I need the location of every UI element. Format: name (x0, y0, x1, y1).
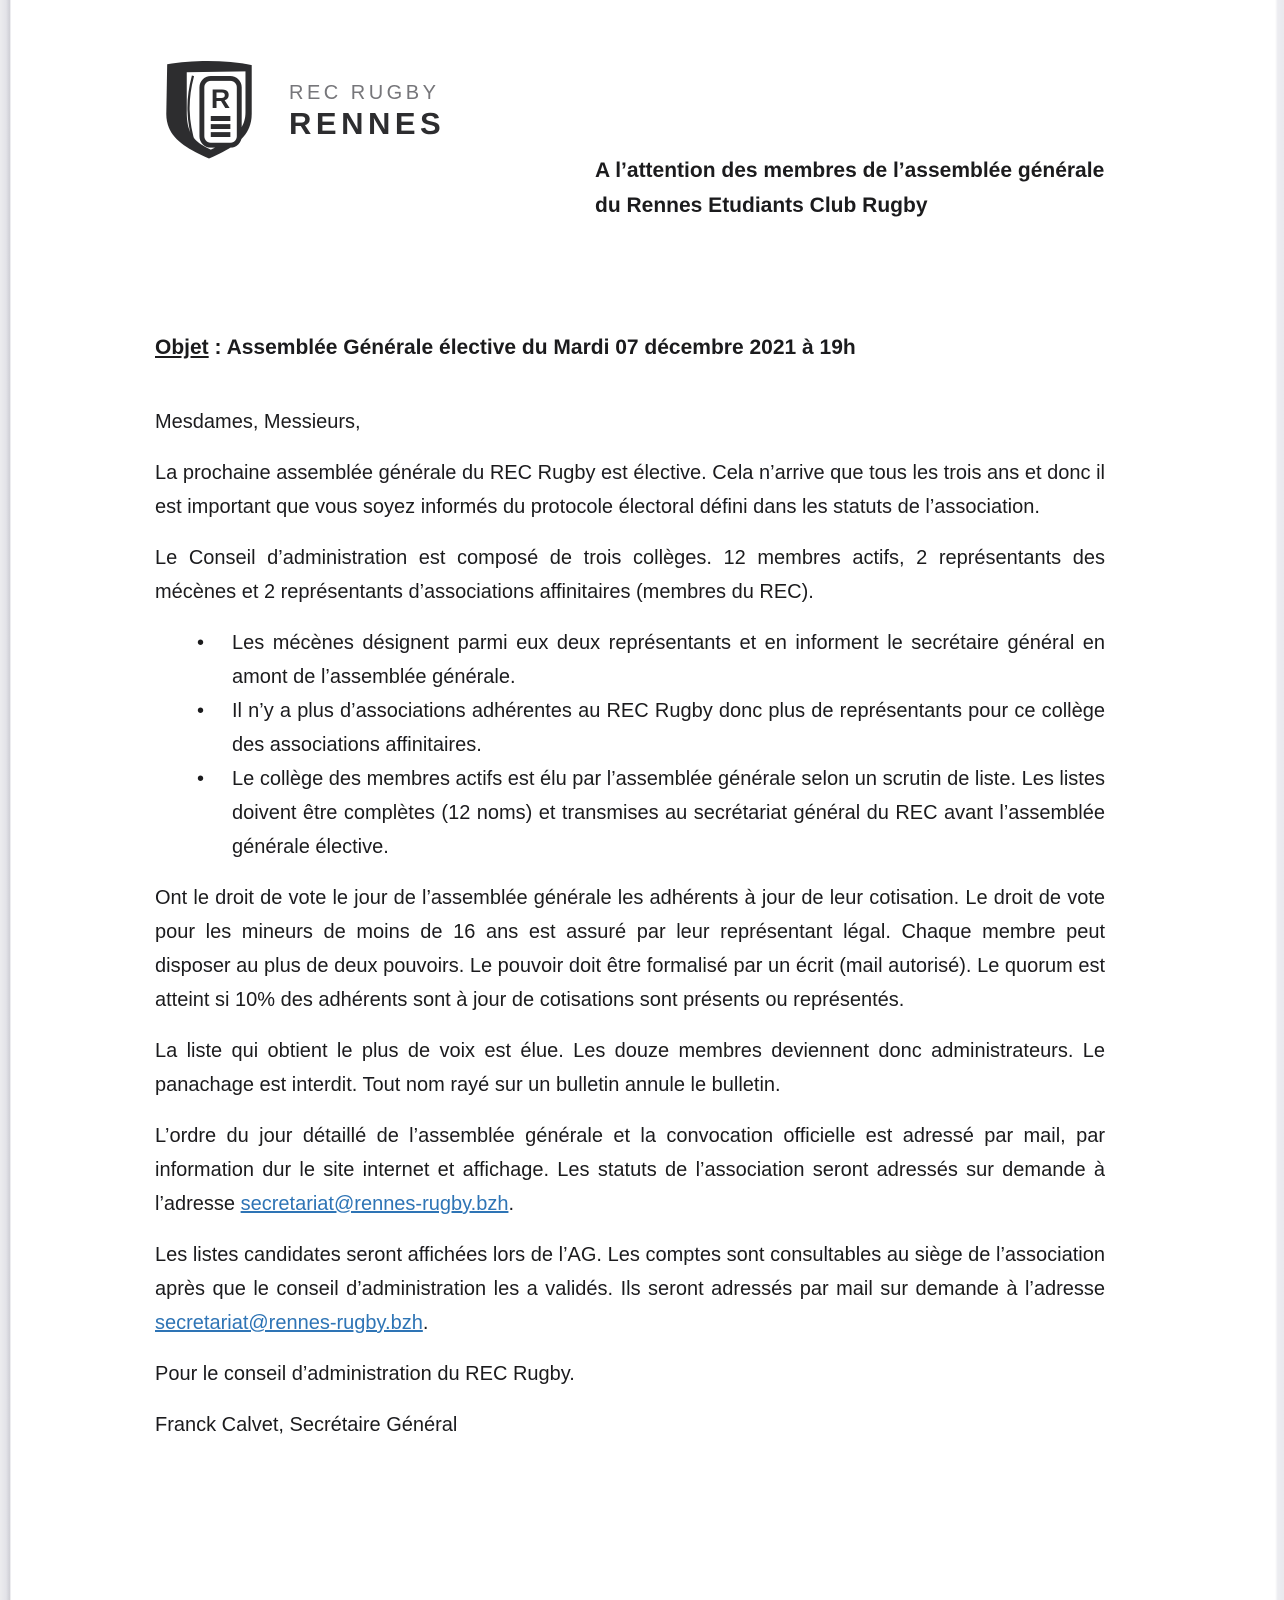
paragraph-board-composition: Le Conseil d’administration est composé de trois collèges. 12 membres actifs, 2 représentants des mécènes et 2 représentants d’associations affinitaires (membres du REC). (155, 547, 1105, 603)
subject-text: Assemblée Générale élective du Mardi 07 décembre 2021 à 19h (226, 336, 856, 359)
signature-line: Franck Calvet, Secrétaire Général (155, 1414, 458, 1436)
paragraph-agenda (155, 1119, 1105, 1221)
letter-body (155, 405, 1105, 1442)
secretariat-email-link[interactable]: secretariat@rennes-rugby.bzh (155, 1312, 423, 1334)
college-bullet-list (155, 626, 1105, 864)
bullet-item: • Il n’y a plus d’associations adhérentes au REC Rugby donc plus de représentants pour ce collège des associations affinitaires. (155, 694, 1105, 762)
club-logo (155, 58, 445, 163)
closing-line: Pour le conseil d’administration du REC Rugby. (155, 1363, 575, 1385)
bullet-item: • Le collège des membres actifs est élu par l’assemblée générale selon un scrutin de liste. Les listes doivent être complètes (12 noms) et transmises au secrétariat général du REC avant l’assemblée générale élective. (155, 762, 1105, 864)
paragraph-list-election: La liste qui obtient le plus de voix est élue. Les douze membres deviennent donc administrateurs. Le panachage est interdit. Tout nom rayé sur un bulletin annule le bulletin. (155, 1040, 1105, 1096)
recipient-line-2: du Rennes Etudiants Club Rugby (595, 194, 928, 217)
recipient-line-1: A l’attention des membres de l’assemblée générale (595, 159, 1105, 182)
logo-club-name: REC RUGBY (289, 81, 440, 104)
svg-text:R: R (210, 83, 231, 114)
subject-line (155, 331, 1105, 365)
secretariat-email-link[interactable]: secretariat@rennes-rugby.bzh (240, 1193, 509, 1215)
salutation: Mesdames, Messieurs, (155, 411, 361, 433)
paragraph-agenda-end: . (508, 1193, 515, 1215)
paragraph-candidate-lists (155, 1238, 1105, 1340)
logo-city-name: RENNES (289, 105, 446, 141)
paragraph-voting-rights: Ont le droit de vote le jour de l’assemblée générale les adhérents à jour de leur cotisation. Le droit de vote pour les mineurs de moins de 16 ans est assuré par leur représentant légal. Chaque membre peut disposer au plus de deux pouvoirs. Le pouvoir doit être formalisé par un écrit (mail autorisé). Le quorum est atteint si 10% des adhérents sont à jour de cotisations sont présents ou représentés. (155, 887, 1105, 1011)
bullet-item: • Les mécènes désignent parmi eux deux représentants et en informent le secrétaire général en amont de l’assemblée générale. (155, 626, 1105, 694)
subject-separator: : (208, 336, 227, 359)
paragraph-candidate-lists-text: Les listes candidates seront affichées lors de l’AG. Les comptes sont consultables au siège de l’association après que le conseil d’administration les a validés. Ils seront adressés par mail sur demande à l’adresse (155, 1244, 1105, 1300)
paragraph-election-notice: La prochaine assemblée générale du REC Rugby est élective. Cela n’arrive que tous les trois ans et donc il est important que vous soyez informés du protocole électoral défini dans les statuts de l’association. (155, 462, 1105, 518)
letterhead (155, 58, 1105, 163)
subject-label: Objet (155, 336, 209, 359)
paragraph-candidate-lists-end: . (422, 1312, 429, 1334)
paragraph-agenda-text: L’ordre du jour détaillé de l’assemblée générale et la convocation officielle est adressé par mail, par information dur le site internet et affichage. Les statuts de l’association seront adressés sur demande à l’adresse (155, 1125, 1105, 1215)
recipient-block (595, 153, 1105, 223)
logo-wordmark (289, 80, 445, 142)
rec-rugby-shield-icon (155, 58, 263, 163)
